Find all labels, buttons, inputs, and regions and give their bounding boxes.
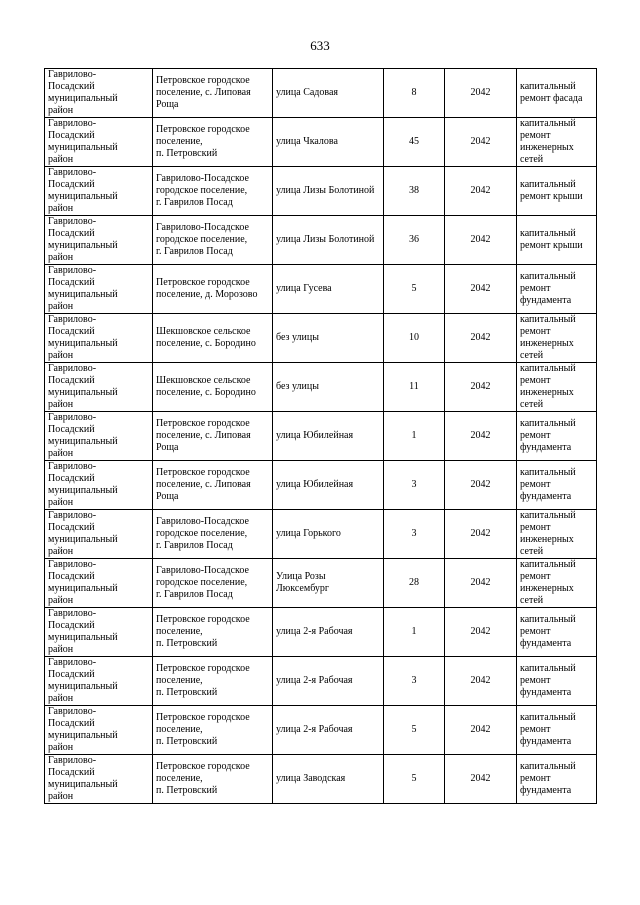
district-cell [45,657,153,706]
work-type-cell [517,461,597,510]
settlement-cell-text: Петровское городское поселение, п. Петровский [156,124,250,159]
settlement-cell [153,608,273,657]
street-cell [273,314,384,363]
street-cell [273,69,384,118]
year-cell-text: 2042 [470,724,491,735]
work-type-cell [517,755,597,804]
house-number-cell [384,608,445,657]
work-type-cell-text: капитальный ремонт фундамента [520,418,576,453]
street-cell [273,265,384,314]
table-row [45,216,597,265]
year-cell [445,314,517,363]
table-row [45,755,597,804]
year-cell-text: 2042 [470,577,491,588]
work-type-cell [517,118,597,167]
settlement-cell-text: Петровское городское поселение, п. Петровский [156,614,250,649]
year-cell-text: 2042 [470,381,491,392]
district-cell [45,265,153,314]
house-number-cell [384,706,445,755]
year-cell [445,118,517,167]
street-cell-text: улица Садовая [276,87,339,98]
district-cell-text: Гаврилово- Посадский муниципальный район [48,510,118,557]
district-cell [45,314,153,363]
street-cell-text: без улицы [276,332,319,343]
district-cell [45,510,153,559]
district-cell [45,755,153,804]
work-type-cell [517,412,597,461]
work-type-cell-text: капитальный ремонт фундамента [520,467,576,502]
district-cell [45,167,153,216]
settlement-cell [153,118,273,167]
street-cell-text: улица Заводская [276,773,346,784]
district-cell [45,461,153,510]
year-cell-text: 2042 [470,626,491,637]
year-cell-text: 2042 [470,773,491,784]
table-row [45,118,597,167]
settlement-cell-text: Петровское городское поселение, с. Липовая Роща [156,467,251,502]
house-number-cell-text: 11 [409,381,419,392]
work-type-cell-text: капитальный ремонт фундамента [520,614,576,649]
settlement-cell-text: Петровское городское поселение, с. Липовая Роща [156,75,251,110]
table-row [45,608,597,657]
year-cell-text: 2042 [470,430,491,441]
year-cell-text: 2042 [470,332,491,343]
district-cell [45,559,153,608]
district-cell [45,608,153,657]
street-cell-text: улица Юбилейная [276,479,354,490]
work-type-cell [517,657,597,706]
district-cell [45,118,153,167]
street-cell-text: без улицы [276,381,319,392]
work-type-cell-text: капитальный ремонт фундамента [520,663,576,698]
house-number-cell [384,216,445,265]
settlement-cell-text: Гаврилово-Посадское городское поселение, г. Гаврилов Посад [156,516,249,551]
year-cell-text: 2042 [470,675,491,686]
settlement-cell-text: Петровское городское поселение, п. Петровский [156,663,250,698]
work-type-cell-text: капитальный ремонт крыши [520,228,583,251]
street-cell [273,706,384,755]
settlement-cell-text: Петровское городское поселение, д. Морозово [156,277,258,300]
year-cell-text: 2042 [470,528,491,539]
district-cell-text: Гаврилово- Посадский муниципальный район [48,706,118,753]
district-cell-text: Гаврилово- Посадский муниципальный район [48,608,118,655]
table-row [45,657,597,706]
street-cell [273,216,384,265]
house-number-cell-text: 10 [409,332,419,343]
street-cell-text: улица Горького [276,528,341,539]
district-cell-text: Гаврилово- Посадский муниципальный район [48,461,118,508]
street-cell-text: улица Юбилейная [276,430,354,441]
district-cell [45,216,153,265]
year-cell-text: 2042 [470,234,491,245]
work-type-cell-text: капитальный ремонт фундамента [520,761,576,796]
year-cell [445,657,517,706]
settlement-cell [153,657,273,706]
house-number-cell-text: 28 [409,577,419,588]
house-number-cell [384,265,445,314]
house-number-cell [384,412,445,461]
district-cell-text: Гаврилово- Посадский муниципальный район [48,69,118,116]
table-row [45,363,597,412]
work-type-cell-text: капитальный ремонт фасада [520,81,583,104]
district-cell-text: Гаврилово- Посадский муниципальный район [48,118,118,165]
settlement-cell-text: Петровское городское поселение, п. Петровский [156,761,250,796]
house-number-cell [384,69,445,118]
year-cell [445,363,517,412]
house-number-cell-text: 36 [409,234,419,245]
house-number-cell [384,167,445,216]
table-row [45,559,597,608]
settlement-cell-text: Гаврилово-Посадское городское поселение, г. Гаврилов Посад [156,565,249,600]
work-type-cell-text: капитальный ремонт инженерных сетей [520,118,576,165]
house-number-cell [384,755,445,804]
table-body [45,69,597,804]
house-number-cell [384,657,445,706]
settlement-cell [153,510,273,559]
street-cell [273,167,384,216]
year-cell [445,559,517,608]
year-cell [445,706,517,755]
settlement-cell [153,559,273,608]
house-number-cell-text: 1 [411,626,417,637]
table-row [45,265,597,314]
district-cell [45,363,153,412]
district-cell [45,706,153,755]
street-cell [273,510,384,559]
district-cell-text: Гаврилово- Посадский муниципальный район [48,412,118,459]
year-cell-text: 2042 [470,479,491,490]
work-type-cell [517,706,597,755]
work-type-cell-text: капитальный ремонт крыши [520,179,583,202]
house-number-cell-text: 5 [411,724,417,735]
year-cell [445,412,517,461]
house-number-cell-text: 5 [411,283,417,294]
street-cell [273,412,384,461]
street-cell-text: улица 2-я Рабочая [276,626,353,637]
street-cell-text: улица 2-я Рабочая [276,675,353,686]
district-cell-text: Гаврилово- Посадский муниципальный район [48,167,118,214]
year-cell-text: 2042 [470,87,491,98]
page-number: 633 [310,38,330,53]
work-type-cell-text: капитальный ремонт инженерных сетей [520,510,576,557]
settlement-cell-text: Петровское городское поселение, п. Петровский [156,712,250,747]
work-type-cell [517,314,597,363]
district-cell-text: Гаврилово- Посадский муниципальный район [48,755,118,802]
work-type-cell [517,167,597,216]
settlement-cell [153,167,273,216]
district-cell-text: Гаврилово- Посадский муниципальный район [48,657,118,704]
house-number-cell-text: 3 [411,675,417,686]
table-row [45,510,597,559]
table-row [45,461,597,510]
year-cell [445,755,517,804]
district-cell [45,69,153,118]
street-cell-text: улица Лизы Болотиной [276,234,375,245]
house-number-cell-text: 45 [409,136,419,147]
year-cell [445,216,517,265]
street-cell [273,118,384,167]
street-cell [273,559,384,608]
work-type-cell-text: капитальный ремонт инженерных сетей [520,363,576,410]
year-cell [445,69,517,118]
house-number-cell-text: 3 [411,479,417,490]
year-cell-text: 2042 [470,136,491,147]
house-number-cell-text: 5 [411,773,417,784]
table-row [45,314,597,363]
settlement-cell [153,216,273,265]
work-type-cell [517,216,597,265]
work-type-cell-text: капитальный ремонт фундамента [520,712,576,747]
street-cell-text: улица Гусева [276,283,332,294]
district-cell-text: Гаврилово- Посадский муниципальный район [48,265,118,312]
street-cell [273,608,384,657]
house-number-cell-text: 3 [411,528,417,539]
repair-schedule-table [44,68,597,804]
settlement-cell [153,461,273,510]
table-row [45,69,597,118]
settlement-cell-text: Шекшовское сельское поселение, с. Бородино [156,326,256,349]
street-cell [273,657,384,706]
house-number-cell [384,363,445,412]
year-cell [445,510,517,559]
street-cell-text: улица 2-я Рабочая [276,724,353,735]
street-cell-text: улица Лизы Болотиной [276,185,375,196]
house-number-cell [384,559,445,608]
house-number-cell [384,461,445,510]
house-number-cell-text: 38 [409,185,419,196]
settlement-cell-text: Гаврилово-Посадское городское поселение, г. Гаврилов Посад [156,173,249,208]
year-cell [445,461,517,510]
year-cell-text: 2042 [470,283,491,294]
table-row [45,167,597,216]
settlement-cell [153,265,273,314]
year-cell-text: 2042 [470,185,491,196]
work-type-cell [517,69,597,118]
work-type-cell [517,510,597,559]
settlement-cell-text: Шекшовское сельское поселение, с. Бородино [156,375,256,398]
street-cell-text: Улица Розы Люксембург [276,571,329,594]
district-cell-text: Гаврилово- Посадский муниципальный район [48,314,118,361]
settlement-cell-text: Петровское городское поселение, с. Липовая Роща [156,418,251,453]
table-row [45,706,597,755]
street-cell [273,755,384,804]
table-row [45,412,597,461]
year-cell [445,608,517,657]
settlement-cell [153,363,273,412]
district-cell-text: Гаврилово- Посадский муниципальный район [48,559,118,606]
year-cell [445,167,517,216]
settlement-cell [153,412,273,461]
house-number-cell-text: 1 [411,430,417,441]
work-type-cell [517,265,597,314]
work-type-cell-text: капитальный ремонт фундамента [520,271,576,306]
district-cell-text: Гаврилово- Посадский муниципальный район [48,216,118,263]
settlement-cell-text: Гаврилово-Посадское городское поселение, г. Гаврилов Посад [156,222,249,257]
settlement-cell [153,755,273,804]
house-number-cell-text: 8 [411,87,417,98]
work-type-cell-text: капитальный ремонт инженерных сетей [520,559,576,606]
street-cell [273,363,384,412]
work-type-cell [517,608,597,657]
work-type-cell [517,363,597,412]
house-number-cell [384,314,445,363]
house-number-cell [384,118,445,167]
settlement-cell [153,69,273,118]
year-cell [445,265,517,314]
street-cell [273,461,384,510]
district-cell [45,412,153,461]
street-cell-text: улица Чкалова [276,136,338,147]
settlement-cell [153,314,273,363]
settlement-cell [153,706,273,755]
house-number-cell [384,510,445,559]
work-type-cell [517,559,597,608]
work-type-cell-text: капитальный ремонт инженерных сетей [520,314,576,361]
district-cell-text: Гаврилово- Посадский муниципальный район [48,363,118,410]
